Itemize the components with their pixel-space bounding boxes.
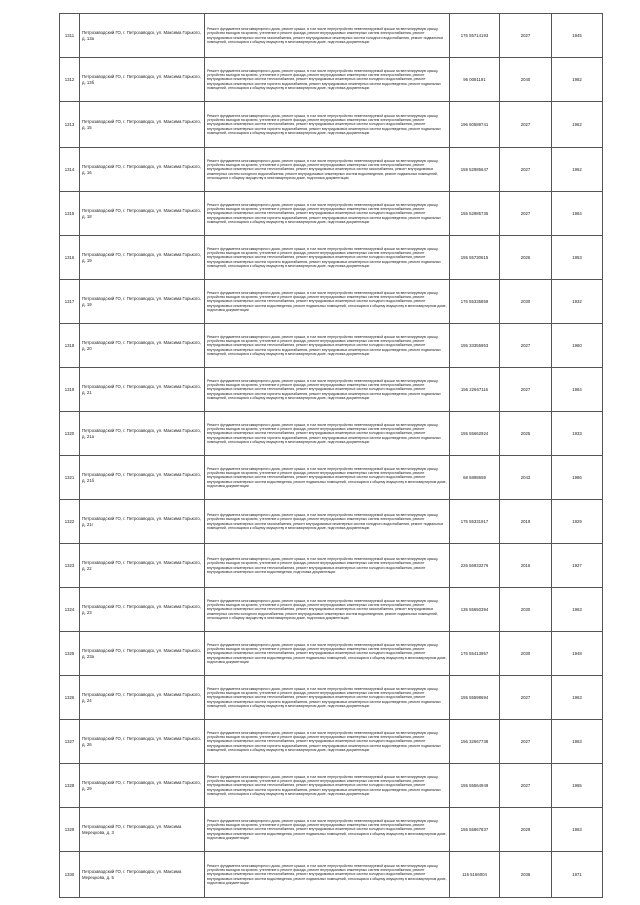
row-number: 1318 [60, 324, 80, 368]
address-cell: Петрозаводский ГО, г. Петрозаводск, ул. Максима Горького, д. 22 [80, 544, 205, 588]
row-number: 1327 [60, 720, 80, 764]
built-year-cell: 1964 [552, 192, 603, 236]
built-year-cell: 1964 [552, 368, 603, 412]
works-cell [205, 720, 450, 764]
repair-year-cell: 2027 [500, 148, 552, 192]
row-number: 1316 [60, 236, 80, 280]
repair-year-cell: 2016 [500, 544, 552, 588]
cost-cell: 155 55598694 [450, 676, 500, 720]
cost-cell: 155 52985735 [450, 192, 500, 236]
built-year-cell: 1927 [552, 544, 603, 588]
table-row [60, 192, 603, 236]
works-cell [205, 412, 450, 456]
works-cell [205, 544, 450, 588]
works-cell [205, 324, 450, 368]
works-cell [205, 58, 450, 102]
address-cell: Петрозаводский ГО, г. Петрозаводск, ул. Максима Горького, д. 21 [80, 368, 205, 412]
table-row [60, 14, 603, 58]
address-cell: Петрозаводский ГО, г. Петрозаводск, ул. Максима Горького, д. 29 [80, 764, 205, 808]
repair-year-cell: 2027 [500, 102, 552, 148]
address-cell: Петрозаводский ГО, г. Петрозаводск, ул. Максима Горького, д. 18 [80, 192, 205, 236]
address-cell: Петрозаводский ГО, г. Петрозаводск, ул. Максима Мерецкова, д. 5 [80, 852, 205, 898]
works-cell [205, 192, 450, 236]
works-text: Ремонт фундамента многоквартирного дома, ремонт крыши, в том числе переустройство невентилируемой крыши на вентилируемую крышу, устройство выходов на кровлю, утепление и ремонт фасада, ремонт внутридомовых инженерных систем электроснабжения, ремонт внутридомовых инженерных систем теплоснабжения, ремонт внутридомовых инженерных систем холодного водоснабжения, ремонт внутридомовых инженерных систем водоотведения, ремонт подвальных помещений, относящихся к общему имуществу в многоквартирном доме, подготовка документации [207, 642, 447, 664]
works-cell [205, 368, 450, 412]
built-year-cell: 1963 [552, 720, 603, 764]
works-text: Ремонт фундамента многоквартирного дома, ремонт крыши, в том числе переустройство невентилируемой крыши на вентилируемую крышу, устройство выходов на кровлю, утепление и ремонт фасада, ремонт внутридомовых инженерных систем электроснабжения, ремонт внутридомовых инженерных систем теплоснабжения, ремонт внутридомовых инженерных систем холодного водоснабжения, ремонт внутридомовых инженерных систем горячего водоснабжения, ремонт внутридомовых инженерных систем водоотведения, ремонт подвальных помещений, относящихся к общему имуществу в многоквартирном доме, подготовка документации [207, 246, 441, 268]
built-year-cell: 1963 [552, 808, 603, 852]
address-cell: Петрозаводский ГО, г. Петрозаводск, ул. Максима Горького, д. 13б [80, 58, 205, 102]
row-number: 1315 [60, 192, 80, 236]
cost-cell: 196 60589741 [450, 102, 500, 148]
built-year-cell: 1986 [552, 456, 603, 500]
table-row [60, 764, 603, 808]
row-number: 1326 [60, 676, 80, 720]
table-row [60, 720, 603, 764]
address-cell: Петрозаводский ГО, г. Петрозаводск, ул. Максима Горького, д. 15 [80, 102, 205, 148]
built-year-cell: 1963 [552, 676, 603, 720]
address-cell: Петрозаводский ГО, г. Петрозаводск, ул. Максима Горького, д. 21г [80, 500, 205, 544]
row-number: 1330 [60, 852, 80, 898]
cost-cell: 175 55331917 [450, 500, 500, 544]
repair-year-cell: 2029 [500, 808, 552, 852]
table-row [60, 102, 603, 148]
works-cell [205, 236, 450, 280]
works-text: Ремонт фундамента многоквартирного дома, ремонт крыши, в том числе переустройство невентилируемой крыши на вентилируемую крышу, устройство выходов на кровлю, утепление и ремонт фасада, ремонт внутридомовых инженерных систем электроснабжения, ремонт внутридомовых инженерных систем теплоснабжения, ремонт внутридомовых инженерных систем холодного водоснабжения, ремонт внутридомовых инженерных систем водоотведения, ремонт подвальных помещений, относящихся к общему имуществу в многоквартирном доме, подготовка документации [207, 466, 447, 488]
table-row [60, 148, 603, 192]
repair-year-cell: 2040 [500, 58, 552, 102]
built-year-cell: 1963 [552, 588, 603, 632]
address-cell: Петрозаводский ГО, г. Петрозаводск, ул. Максима Горького, д. 21б [80, 456, 205, 500]
address-cell: Петрозаводский ГО, г. Петрозаводск, ул. Максима Горького, д. 13а [80, 14, 205, 58]
works-cell [205, 280, 450, 324]
works-text: Ремонт фундамента многоквартирного дома, ремонт крыши, в том числе переустройство невентилируемой крыши на вентилируемую крышу, устройство выходов на кровлю, утепление и ремонт фасада, ремонт внутридомовых инженерных систем электроснабжения, ремонт внутридомовых инженерных систем теплоснабжения, ремонт внутридомовых инженерных систем холодного водоснабжения, ремонт внутридомовых инженерных систем водоотведения, ремонт подвальных помещений, относящихся к общему имуществу в многоквартирном доме, подготовка документации [207, 290, 447, 312]
address-cell: Петрозаводский ГО, г. Петрозаводск, ул. Максима Горького, д. 23 [80, 588, 205, 632]
address-cell: Петрозаводский ГО, г. Петрозаводск, ул. Максима Горького, д. 19 [80, 280, 205, 324]
address-cell: Петрозаводский ГО, г. Петрозаводск, ул. Максима Горького, д. 20 [80, 324, 205, 368]
row-number: 1317 [60, 280, 80, 324]
table-row [60, 808, 603, 852]
works-text: Ремонт фундамента многоквартирного дома, ремонт крыши, в том числе переустройство невентилируемой крыши на вентилируемую крышу, устройство выходов на кровлю, утепление и ремонт фасада, ремонт внутридомовых инженерных систем электроснабжения, ремонт внутридомовых инженерных систем газоснабжения, ремонт внутридомовых инженерных систем холодного водоснабжения, ремонт подвальных помещений, относящихся к общему имуществу в многоквартирном доме, подготовка документации [207, 26, 444, 44]
address-cell: Петрозаводский ГО, г. Петрозаводск, ул. Максима Мерецкова, д. 3 [80, 808, 205, 852]
built-year-cell: 1982 [552, 58, 603, 102]
cost-cell: 156 22667116 [450, 368, 500, 412]
works-cell [205, 588, 450, 632]
table-row [60, 588, 603, 632]
repair-year-cell: 2025 [500, 412, 552, 456]
table-row [60, 324, 603, 368]
works-cell [205, 500, 450, 544]
cost-cell: 155 55662924 [450, 412, 500, 456]
row-number: 1313 [60, 102, 80, 148]
built-year-cell: 1965 [552, 764, 603, 808]
row-number: 1328 [60, 764, 80, 808]
works-text: Ремонт фундамента многоквартирного дома, ремонт крыши, в том числе переустройство невентилируемой крыши на вентилируемую крышу, устройство выходов на кровлю, утепление и ремонт фасада, ремонт внутридомовых инженерных систем электроснабжения, ремонт внутридомовых инженерных систем теплоснабжения, ремонт внутридомовых инженерных систем холодного водоснабжения, ремонт внутридомовых инженерных систем горячего водоснабжения, ремонт внутридомовых инженерных систем водоотведения, ремонт подвальных помещений, относящихся к общему имуществу в многоквартирном доме, подготовка документации [207, 378, 441, 400]
cost-cell: 176 55413957 [450, 632, 500, 676]
cost-cell: 68 5898659 [450, 456, 500, 500]
cost-cell: 155 55730615 [450, 236, 500, 280]
works-cell [205, 852, 450, 898]
built-year-cell: 1945 [552, 14, 603, 58]
built-year-cell: 1933 [552, 412, 603, 456]
works-text: Ремонт фундамента многоквартирного дома, ремонт крыши, в том числе переустройство невентилируемой крыши на вентилируемую крышу, устройство выходов на кровлю, утепление и ремонт фасада, ремонт внутридомовых инженерных систем электроснабжения, ремонт внутридомовых инженерных систем теплоснабжения, ремонт внутридомовых инженерных систем холодного водоснабжения, ремонт внутридомовых инженерных систем горячего водоснабжения, ремонт внутридомовых инженерных систем водоотведения, ремонт подвальных помещений, относящихся к общему имуществу в многоквартирном доме, подготовка документации [207, 68, 441, 90]
cost-cell: 135 55650394 [450, 588, 500, 632]
built-year-cell: 1948 [552, 632, 603, 676]
works-cell [205, 676, 450, 720]
works-text: Ремонт фундамента многоквартирного дома, ремонт крыши, в том числе переустройство невентилируемой крыши на вентилируемую крышу, устройство выходов на кровлю, утепление и ремонт фасада, ремонт внутридомовых инженерных систем электроснабжения, ремонт внутридомовых инженерных систем теплоснабжения, ремонт внутридомовых инженерных систем газоснабжения, ремонт внутридомовых инженерных систем холодного водоснабжения, ремонт внутридомовых инженерных систем водоотведения, ремонт подвальных помещений, относящихся к общему имуществу в многоквартирном доме, подготовка документации [207, 158, 439, 180]
works-cell [205, 102, 450, 148]
works-text: Ремонт фундамента многоквартирного дома, ремонт крыши, в том числе переустройство невентилируемой крыши на вентилируемую крышу, устройство выходов на кровлю, утепление и ремонт фасада, ремонт внутридомовых инженерных систем электроснабжения, ремонт внутридомовых инженерных систем теплоснабжения, ремонт внутридомовых инженерных систем холодного водоснабжения, ремонт внутридомовых инженерных систем горячего водоснабжения, ремонт внутридомовых инженерных систем водоотведения, ремонт подвальных помещений, относящихся к общему имуществу в многоквартирном доме, подготовка документации [207, 730, 441, 752]
table-row [60, 632, 603, 676]
works-text: Ремонт фундамента многоквартирного дома, ремонт крыши, в том числе переустройство невентилируемой крыши на вентилируемую крышу, устройство выходов на кровлю, утепление и ремонт фасада, ремонт внутридомовых инженерных систем электроснабжения, ремонт внутридомовых инженерных систем теплоснабжения, ремонт внутридомовых инженерных систем холодного водоснабжения, ремонт внутридомовых инженерных систем горячего водоснабжения, ремонт внутридомовых инженерных систем водоотведения, ремонт подвальных помещений, относящихся к общему имуществу в многоквартирном доме, подготовка документации [207, 113, 441, 135]
table-row [60, 676, 603, 720]
repair-year-cell: 2027 [500, 764, 552, 808]
works-text: Ремонт фундамента многоквартирного дома, ремонт крыши, в том числе переустройство невентилируемой крыши на вентилируемую крышу, устройство выходов на кровлю, утепление и ремонт фасада, ремонт внутридомовых инженерных систем электроснабжения, ремонт внутридомовых инженерных систем газоснабжения, ремонт внутридомовых инженерных систем холодного водоснабжения, ремонт подвальных помещений, относящихся к общему имуществу в многоквартирном доме, подготовка документации [207, 512, 444, 530]
built-year-cell: 1960 [552, 324, 603, 368]
row-number: 1323 [60, 544, 80, 588]
cost-cell: 176 55335859 [450, 280, 500, 324]
built-year-cell: 1962 [552, 102, 603, 148]
capital-repair-table [59, 13, 603, 898]
address-cell: Петрозаводский ГО, г. Петрозаводск, ул. Максима Горького, д. 26 [80, 720, 205, 764]
repair-year-cell: 2019 [500, 500, 552, 544]
row-number: 1320 [60, 412, 80, 456]
address-cell: Петрозаводский ГО, г. Петрозаводск, ул. Максима Горького, д. 21а [80, 412, 205, 456]
works-text: Ремонт фундамента многоквартирного дома, ремонт крыши, в том числе переустройство невентилируемой крыши на вентилируемую крышу, устройство выходов на кровлю, утепление и ремонт фасада, ремонт внутридомовых инженерных систем электроснабжения, ремонт внутридомовых инженерных систем теплоснабжения, ремонт внутридомовых инженерных систем холодного водоснабжения, ремонт внутридомовых инженерных систем водоотведения, ремонт подвальных помещений, относящихся к общему имуществу в многоквартирном доме, подготовка документации [207, 863, 447, 885]
address-cell: Петрозаводский ГО, г. Петрозаводск, ул. Максима Горького, д. 19 [80, 236, 205, 280]
table-row [60, 456, 603, 500]
cost-cell: 155 33355953 [450, 324, 500, 368]
table-row [60, 500, 603, 544]
built-year-cell: 1932 [552, 280, 603, 324]
table-row [60, 236, 603, 280]
table-row [60, 280, 603, 324]
row-number: 1312 [60, 58, 80, 102]
repair-year-cell: 2036 [500, 852, 552, 898]
repair-year-cell: 2030 [500, 588, 552, 632]
works-text: Ремонт фундамента многоквартирного дома, ремонт крыши, в том числе переустройство невентилируемой крыши на вентилируемую крышу, устройство выходов на кровлю, утепление и ремонт фасада, ремонт внутридомовых инженерных систем электроснабжения, ремонт внутридомовых инженерных систем теплоснабжения, ремонт внутридомовых инженерных систем холодного водоснабжения, ремонт внутридомовых инженерных систем водоотведения, ремонт подвальных помещений, относящихся к общему имуществу в многоквартирном доме, подготовка документации [207, 818, 447, 840]
address-cell: Петрозаводский ГО, г. Петрозаводск, ул. Максима Горького, д. 24 [80, 676, 205, 720]
works-cell [205, 764, 450, 808]
works-cell [205, 14, 450, 58]
row-number: 1319 [60, 368, 80, 412]
works-text: Ремонт фундамента многоквартирного дома, ремонт крыши, в том числе переустройство невентилируемой крыши на вентилируемую крышу, устройство выходов на кровлю, утепление и ремонт фасада, ремонт внутридомовых инженерных систем электроснабжения, ремонт внутридомовых инженерных систем теплоснабжения, ремонт внутридомовых инженерных систем холодного водоснабжения, ремонт внутридомовых инженерных систем горячего водоснабжения, ремонт внутридомовых инженерных систем водоотведения, ремонт подвальных помещений, относящихся к общему имуществу в многоквартирном доме, подготовка документации [207, 686, 441, 708]
row-number: 1324 [60, 588, 80, 632]
built-year-cell: 1929 [552, 500, 603, 544]
cost-cell: 226 56933276 [450, 544, 500, 588]
built-year-cell: 1953 [552, 236, 603, 280]
repair-year-cell: 2027 [500, 720, 552, 764]
repair-year-cell: 2043 [500, 456, 552, 500]
table-row [60, 368, 603, 412]
works-cell [205, 456, 450, 500]
address-cell: Петрозаводский ГО, г. Петрозаводск, ул. Максима Горького, д. 23а [80, 632, 205, 676]
works-text: Ремонт фундамента многоквартирного дома, ремонт крыши, в том числе переустройство невентилируемой крыши на вентилируемую крышу, устройство выходов на кровлю, утепление и ремонт фасада, ремонт внутридомовых инженерных систем электроснабжения, ремонт внутридомовых инженерных систем теплоснабжения, ремонт внутридомовых инженерных систем газоснабжения, ремонт внутридомовых инженерных систем холодного водоснабжения, ремонт внутридомовых инженерных систем водоотведения, ремонт подвальных помещений, относящихся к общему имуществу в многоквартирном доме, подготовка документации [207, 598, 439, 620]
repair-year-cell: 2026 [500, 236, 552, 280]
cost-cell: 96 0081191 [450, 58, 500, 102]
table-row [60, 544, 603, 588]
cost-cell: 176 55714193 [450, 14, 500, 58]
table-row [60, 412, 603, 456]
works-cell [205, 632, 450, 676]
table-row [60, 852, 603, 898]
cost-cell: 155 55564949 [450, 764, 500, 808]
repair-year-cell: 2027 [500, 676, 552, 720]
repair-year-cell: 2030 [500, 632, 552, 676]
row-number: 1329 [60, 808, 80, 852]
address-cell: Петрозаводский ГО, г. Петрозаводск, ул. Максима Горького, д. 16 [80, 148, 205, 192]
repair-year-cell: 2027 [500, 324, 552, 368]
built-year-cell: 1962 [552, 148, 603, 192]
repair-year-cell: 2027 [500, 368, 552, 412]
cost-cell: 159 52985647 [450, 148, 500, 192]
table-row [60, 58, 603, 102]
works-text: Ремонт фундамента многоквартирного дома, ремонт крыши, в том числе переустройство невентилируемой крыши на вентилируемую крышу, устройство выходов на кровлю, утепление и ремонт фасада, ремонт внутридомовых инженерных систем электроснабжения, ремонт внутридомовых инженерных систем теплоснабжения, ремонт внутридомовых инженерных систем холодного водоснабжения, ремонт внутридомовых инженерных систем горячего водоснабжения, ремонт внутридомовых инженерных систем водоотведения, ремонт подвальных помещений, относящихся к общему имуществу в многоквартирном доме, подготовка документации [207, 774, 441, 796]
works-cell [205, 808, 450, 852]
row-number: 1321 [60, 456, 80, 500]
row-number: 1314 [60, 148, 80, 192]
cost-cell: 155 55867837 [450, 808, 500, 852]
row-number: 1311 [60, 14, 80, 58]
table-body [60, 14, 603, 898]
works-text: Ремонт фундамента многоквартирного дома, ремонт крыши, в том числе переустройство невентилируемой крыши на вентилируемую крышу, устройство выходов на кровлю, утепление и ремонт фасада, ремонт внутридомовых инженерных систем электроснабжения, ремонт внутридомовых инженерных систем теплоснабжения, ремонт внутридомовых инженерных систем холодного водоснабжения, ремонт внутридомовых инженерных систем водоотведения, подготовка документации [207, 556, 439, 574]
works-text: Ремонт фундамента многоквартирного дома, ремонт крыши, в том числе переустройство невентилируемой крыши на вентилируемую крышу, устройство выходов на кровлю, утепление и ремонт фасада, ремонт внутридомовых инженерных систем электроснабжения, ремонт внутридомовых инженерных систем теплоснабжения, ремонт внутридомовых инженерных систем холодного водоснабжения, ремонт внутридомовых инженерных систем горячего водоснабжения, ремонт внутридомовых инженерных систем водоотведения, ремонт подвальных помещений, относящихся к общему имуществу в многоквартирном доме, подготовка документации [207, 422, 441, 444]
row-number: 1325 [60, 632, 80, 676]
works-cell [205, 148, 450, 192]
repair-year-cell: 2030 [500, 280, 552, 324]
repair-year-cell: 2027 [500, 192, 552, 236]
works-text: Ремонт фундамента многоквартирного дома, ремонт крыши, в том числе переустройство невентилируемой крыши на вентилируемую крышу, устройство выходов на кровлю, утепление и ремонт фасада, ремонт внутридомовых инженерных систем электроснабжения, ремонт внутридомовых инженерных систем теплоснабжения, ремонт внутридомовых инженерных систем холодного водоснабжения, ремонт внутридомовых инженерных систем горячего водоснабжения, ремонт внутридомовых инженерных систем водоотведения, ремонт подвальных помещений, относящихся к общему имуществу в многоквартирном доме, подготовка документации [207, 334, 441, 356]
repair-year-cell: 2027 [500, 14, 552, 58]
built-year-cell: 1971 [552, 852, 603, 898]
cost-cell: 156 32667738 [450, 720, 500, 764]
cost-cell: 115 5166004 [450, 852, 500, 898]
works-text: Ремонт фундамента многоквартирного дома, ремонт крыши, в том числе переустройство невентилируемой крыши на вентилируемую крышу, устройство выходов на кровлю, утепление и ремонт фасада, ремонт внутридомовых инженерных систем электроснабжения, ремонт внутридомовых инженерных систем теплоснабжения, ремонт внутридомовых инженерных систем холодного водоснабжения, ремонт внутридомовых инженерных систем горячего водоснабжения, ремонт внутридомовых инженерных систем водоотведения, ремонт подвальных помещений, относящихся к общему имуществу в многоквартирном доме, подготовка документации [207, 202, 441, 224]
row-number: 1322 [60, 500, 80, 544]
